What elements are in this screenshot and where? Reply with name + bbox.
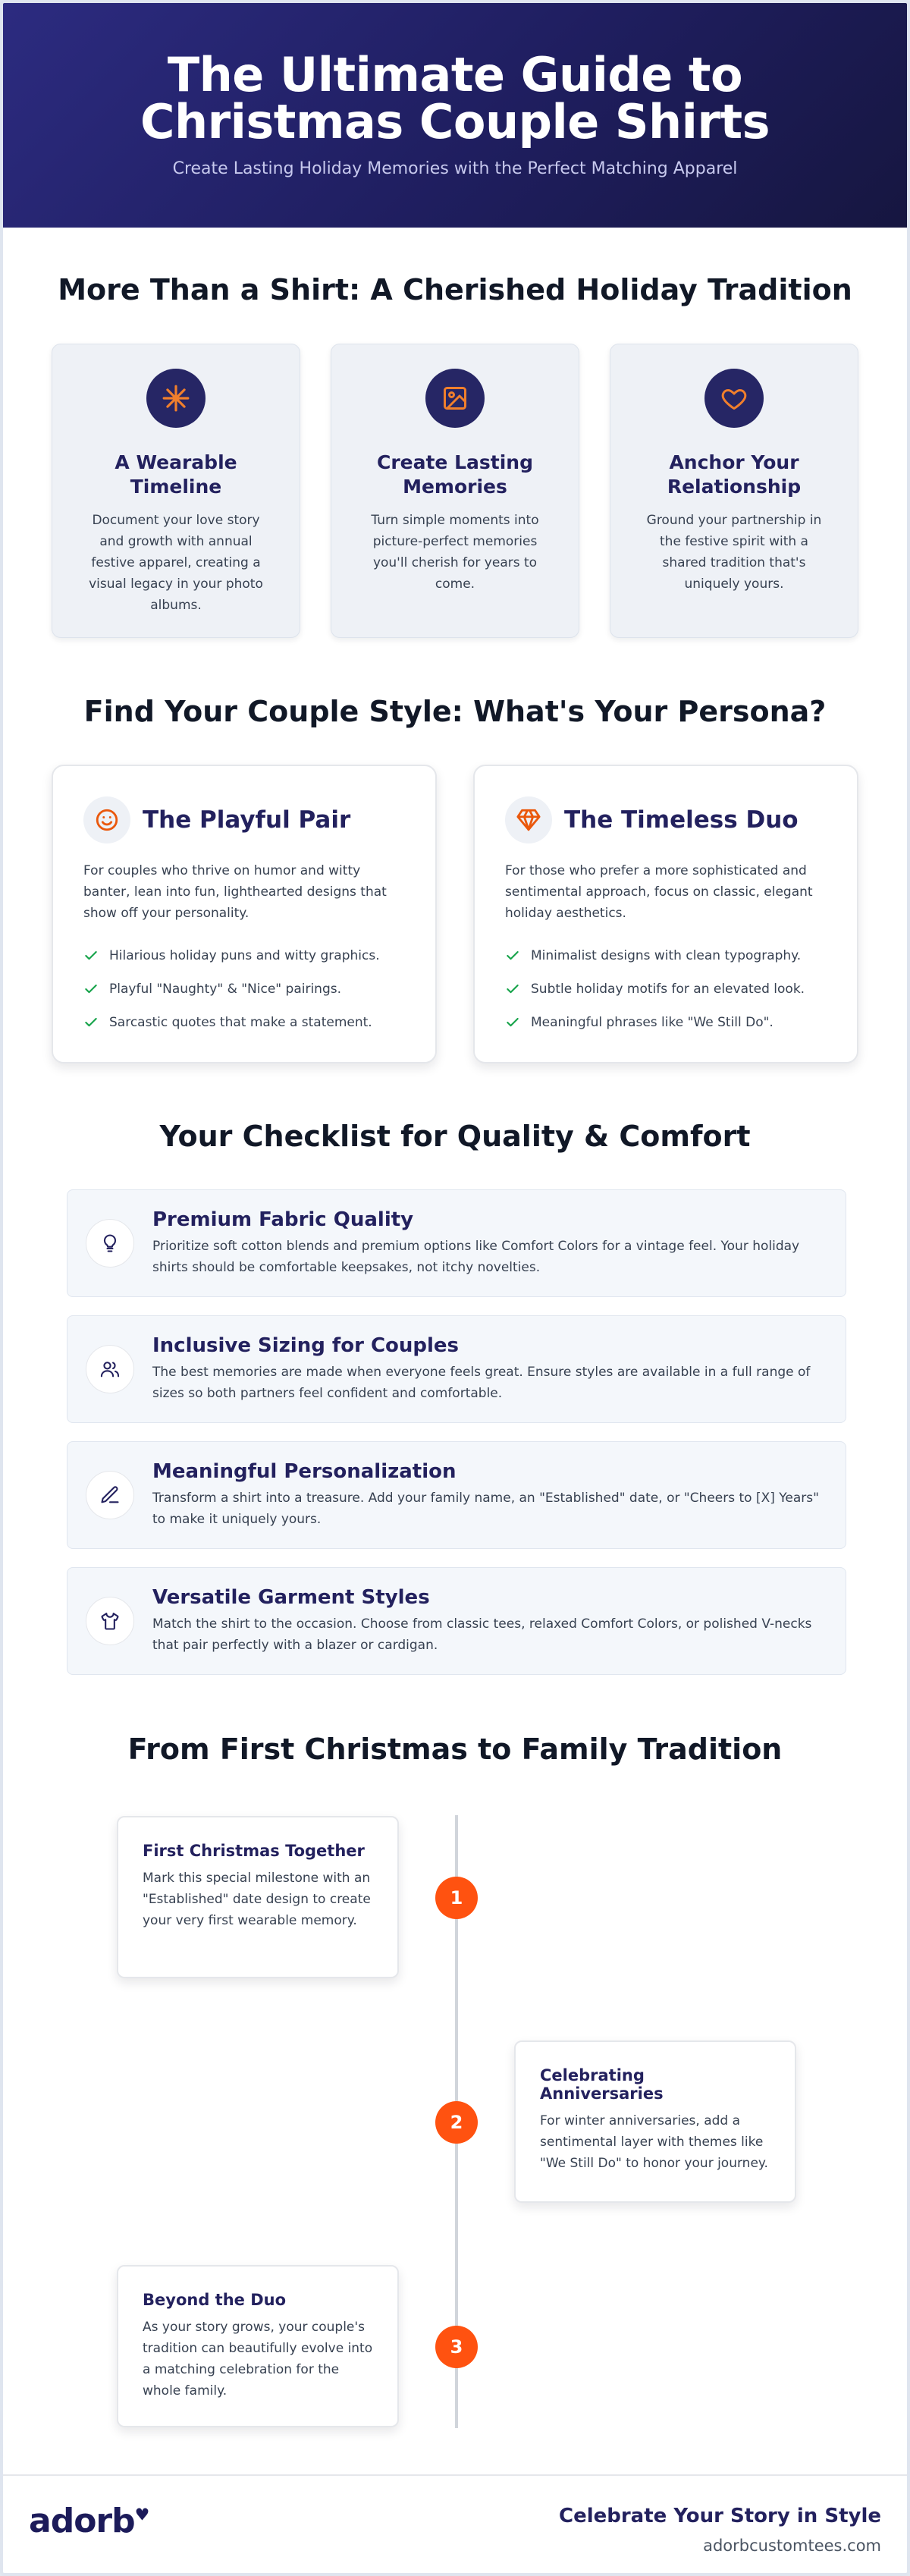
check-icon xyxy=(83,1015,99,1030)
timeline-step-marker: 3 xyxy=(435,2326,478,2368)
check-icon xyxy=(505,982,520,997)
tradition-card-memories xyxy=(331,344,579,638)
tradition-card-text: Document your love story and growth with annual festive apparel, creating a visual legacy in your photo albums. xyxy=(89,513,263,613)
shirt-icon xyxy=(86,1597,134,1645)
tradition-card-title: A Wearable Timeline xyxy=(115,451,237,498)
checklist-item-title: Inclusive Sizing for Couples xyxy=(152,1334,460,1357)
checklist-item-text: Transform a shirt into a treasure. Add your family name, an "Established" date, or "Cheers to [X] Years" to make it uniquely yours. xyxy=(152,1491,819,1527)
persona-description: For those who prefer a more sophisticated and sentimental approach, focus on classic, elegant holiday aesthetics. xyxy=(505,863,813,921)
timeline-card-anniversaries xyxy=(514,2040,796,2203)
snowflake-icon xyxy=(146,369,206,428)
persona-point-text: Sarcastic quotes that make a statement. xyxy=(109,1015,372,1030)
logo-text: adorb xyxy=(29,2502,135,2540)
check-icon xyxy=(505,948,520,963)
persona-points xyxy=(83,939,405,1039)
list-item xyxy=(505,939,827,972)
tradition-card-relationship xyxy=(610,344,858,638)
users-icon xyxy=(86,1345,134,1393)
timeline-card-title: Celebrating Anniversaries xyxy=(540,2066,664,2103)
page-title: The Ultimate Guide to Christmas Couple Shirts xyxy=(140,47,770,149)
timeline-card-text: As your story grows, your couple's tradition can beautifully evolve into a matching celebration for the whole family. xyxy=(143,2320,373,2399)
check-icon xyxy=(505,1015,520,1030)
tradition-card-timeline xyxy=(52,344,300,638)
page-subtitle: Create Lasting Holiday Memories with the Perfect Matching Apparel xyxy=(172,159,738,178)
smile-icon xyxy=(83,796,130,843)
list-item xyxy=(83,972,405,1006)
persona-point-text: Playful "Naughty" & "Nice" pairings. xyxy=(109,982,341,997)
timeline-card-text: For winter anniversaries, add a sentimental layer with themes like "We Still Do" to honor your journey. xyxy=(540,2113,768,2171)
tradition-card-text: Turn simple moments into picture-perfect memories you'll cherish for years to come. xyxy=(371,513,539,592)
footer-website-link[interactable]: adorbcustomtees.com xyxy=(703,2537,881,2555)
checklist-item-fabric xyxy=(67,1189,846,1297)
list-item xyxy=(505,972,827,1006)
persona-card-timeless xyxy=(473,765,858,1063)
persona-heading: Find Your Couple Style: What's Your Persona? xyxy=(83,695,827,728)
checklist-heading: Your Checklist for Quality & Comfort xyxy=(159,1120,751,1153)
checklist-item-sizing xyxy=(67,1315,846,1423)
tradition-heading: More Than a Shirt: A Cherished Holiday Tradition xyxy=(58,273,852,306)
timeline-card-title: First Christmas Together xyxy=(143,1842,365,1860)
checklist-item-title: Premium Fabric Quality xyxy=(152,1208,414,1231)
persona-description: For couples who thrive on humor and witty banter, lean into fun, lighthearted designs that show off your personality. xyxy=(83,863,387,921)
checklist-item-styles xyxy=(67,1567,846,1675)
timeline-card-text: Mark this special milestone with an "Established" date design to create your very first wearable memory. xyxy=(143,1871,371,1928)
tradition-card-title: Anchor Your Relationship xyxy=(667,451,802,498)
tradition-card-text: Ground your partnership in the festive spirit with a shared tradition that's uniquely yours. xyxy=(646,513,822,592)
persona-point-text: Minimalist designs with clean typography. xyxy=(531,948,802,963)
checklist-item-title: Versatile Garment Styles xyxy=(152,1586,430,1609)
list-item xyxy=(83,1006,405,1039)
persona-point-text: Meaningful phrases like "We Still Do". xyxy=(531,1015,774,1030)
timeline-step-marker: 2 xyxy=(435,2101,478,2144)
persona-title: The Timeless Duo xyxy=(564,806,799,834)
checklist-item-text: The best memories are made when everyone feels great. Ensure styles are available in a full range of sizes so both partners feel confident and comfortable. xyxy=(152,1365,811,1401)
logo-mark-icon: ♥ xyxy=(134,2505,149,2525)
timeline-card-beyond xyxy=(117,2265,399,2427)
checklist-item-title: Meaningful Personalization xyxy=(152,1460,457,1483)
timeline-step-marker: 1 xyxy=(435,1877,478,1919)
checklist-item-personalization xyxy=(67,1441,846,1549)
tradition-card-title: Create Lasting Memories xyxy=(376,451,533,498)
persona-point-text: Hilarious holiday puns and witty graphics. xyxy=(109,948,380,963)
timeline-heading: From First Christmas to Family Tradition xyxy=(127,1733,783,1766)
hero-banner xyxy=(3,3,907,228)
timeline-card-first-christmas xyxy=(117,1816,399,1978)
footer xyxy=(3,2474,907,2576)
image-icon xyxy=(425,369,485,428)
brand-logo[interactable] xyxy=(29,2502,149,2540)
timeline-card-title: Beyond the Duo xyxy=(143,2291,287,2309)
list-item xyxy=(505,1006,827,1039)
lightbulb-icon xyxy=(86,1219,134,1268)
persona-title: The Playful Pair xyxy=(143,806,351,834)
pen-icon xyxy=(86,1471,134,1519)
list-item xyxy=(83,939,405,972)
checklist-item-text: Match the shirt to the occasion. Choose from classic tees, relaxed Comfort Colors, or polished V-necks that pair perfectly with a blazer or cardigan. xyxy=(152,1616,812,1653)
gem-icon xyxy=(505,796,552,843)
heart-icon xyxy=(704,369,764,428)
persona-card-playful xyxy=(52,765,437,1063)
checklist-item-text: Prioritize soft cotton blends and premium options like Comfort Colors for a vintage feel. Your holiday shirts should be comfortable keepsakes, not itchy novelties. xyxy=(152,1239,800,1275)
persona-points xyxy=(505,939,827,1039)
check-icon xyxy=(83,982,99,997)
check-icon xyxy=(83,948,99,963)
footer-tagline: Celebrate Your Story in Style xyxy=(558,2505,881,2527)
persona-point-text: Subtle holiday motifs for an elevated look. xyxy=(531,982,805,997)
